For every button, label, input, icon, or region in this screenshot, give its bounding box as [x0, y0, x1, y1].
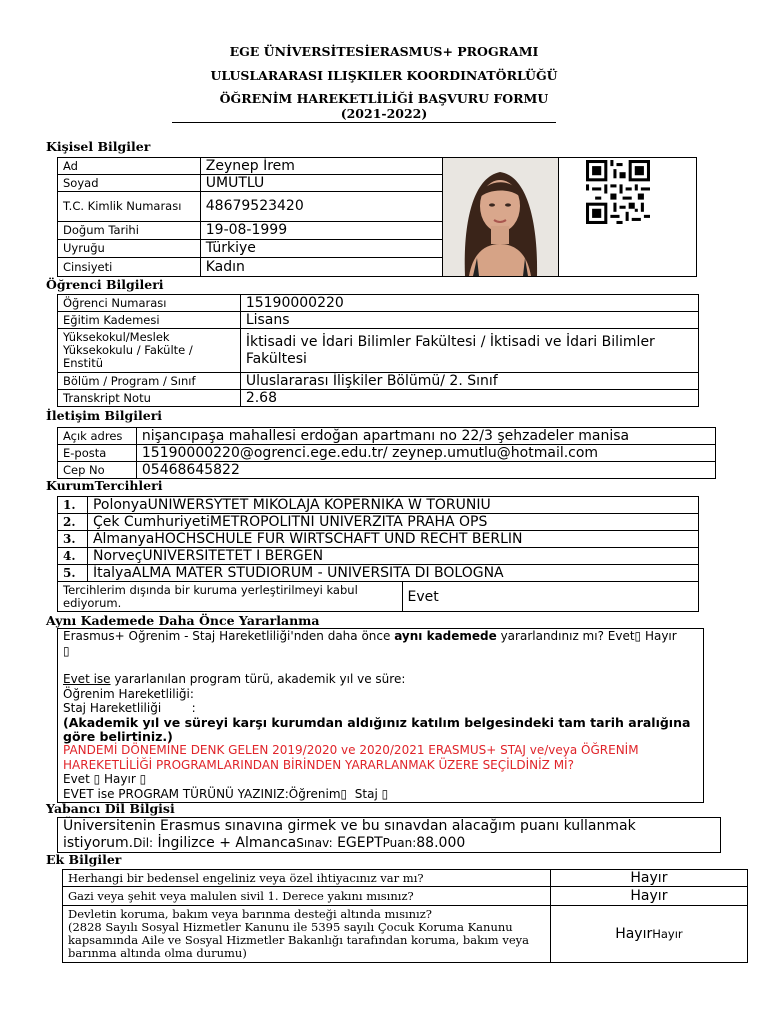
value-cep-no: 05468645822 — [136, 462, 715, 479]
label-egitim-kademesi: Eğitim Kademesi — [58, 312, 241, 329]
checkbox-hayir-icon[interactable]: ▯ — [63, 644, 70, 658]
evet-ise-line: Evet ise yararlanılan program türü, akademik yıl ve süre: — [63, 672, 406, 686]
extra-question-2: Gazi veya şehit veya malulen sivil 1. Derece yakını mısınız? — [63, 887, 551, 906]
language-line-1: Üniversitenin Erasmus sınavına girmek ve bu sınavdan alacağım puanı kullanmak — [63, 818, 636, 834]
value-dogum-tarihi: 19-08-1999 — [200, 221, 442, 239]
label-eposta: E-posta — [58, 445, 137, 462]
student-table — [57, 294, 699, 407]
value-ogrenci-no: 15190000220 — [240, 295, 698, 312]
value-egitim-kademesi: Lisans — [240, 312, 698, 329]
checkbox-evet-icon[interactable]: ▯ — [93, 772, 101, 786]
label-tc-kimlik: T.C. Kimlik Numarası — [58, 192, 201, 221]
pandemic-question-1: PANDEMİ DÖNEMİNE DENK GELEN 2019/2020 ve 2020/2021 ERASMUS+ STAJ ve/veya ÖĞRENİM — [63, 743, 639, 757]
applicant-photo — [443, 158, 559, 277]
label-fakulte: Yüksekokul/Meslek Yüksekokulu / Fakülte / Enstitü — [58, 329, 241, 373]
label-ogrenci-no: Öğrenci Numarası — [58, 295, 241, 312]
checkbox-hayir-icon[interactable]: ▯ — [139, 772, 147, 786]
value-bolum: Uluslararası İlişkiler Bölümü/ 2. Sınıf — [240, 373, 698, 390]
extra-answer-3: HayırHayır — [550, 906, 747, 963]
label-dogum-tarihi: Doğum Tarihi — [58, 221, 201, 239]
ogrenim-hareketliligi-label: Öğrenim Hareketliliği: — [63, 687, 194, 701]
section-language-title: Yabancı Dil Bilgisi — [46, 801, 175, 816]
section-preferences-title: KurumTercihleri — [46, 478, 163, 493]
section-extra-title: Ek Bilgiler — [46, 852, 122, 867]
form-header-line1: EGE ÜNİVERSİTESİERASMUS+ PROGRAMI — [229, 44, 539, 59]
language-line-2: istiyorum.Dil: İngilizce + AlmancaSınav: EGEPTPuan:88.000 — [63, 835, 466, 851]
pref-item-1: PolonyaUNIWERSYTET MIKOLAJA KOPERNIKA W TORUNIU — [87, 497, 698, 514]
checkbox-ogrenim-icon[interactable]: ▯ — [340, 787, 348, 801]
value-ad: Zeynep İrem — [200, 158, 442, 175]
value-uyrugu: Türkiye — [200, 239, 442, 257]
header-underline — [172, 122, 556, 123]
checkbox-staj-icon[interactable]: ▯ — [381, 787, 389, 801]
section-student-title: Öğrenci Bilgileri — [46, 277, 164, 292]
same-level-question: Erasmus+ Oğrenim - Staj Hareketliliği'nden daha önce aynı kademede yararlandınız mı? Evet▯ Hayır — [63, 629, 677, 643]
staj-hareketliligi-label: Staj Hareketliliği : — [63, 701, 196, 715]
program-type-line: EVET ise PROGRAM TÜRÜNÜ YAZINIZ:Öğrenim▯ Staj ▯ — [63, 787, 389, 801]
personal-table — [57, 157, 697, 277]
value-soyad: UMUTLU — [200, 175, 442, 192]
language-box — [57, 817, 721, 853]
exam-value: EGEPT — [332, 835, 383, 851]
extra-question-3: Devletin koruma, bakım veya barınma desteği altında mısınız? (2828 Sayılı Sosyal Hizmetler Kanunu ile 5395 sayılı Çocuk Koruma Kanunu kapsamında Aile ve Sosyal Hizmetler Bakanlığı tarafından koruma, bakım veya barınma altında olma durumu) — [63, 906, 551, 963]
contact-table — [57, 427, 716, 479]
section-personal-title: Kişisel Bilgiler — [46, 139, 151, 154]
label-bolum: Bölüm / Program / Sınıf — [58, 373, 241, 390]
extra-question-1: Herhangi bir bedensel engeliniz veya özel ihtiyacınız var mı? — [63, 870, 551, 887]
label-soyad: Soyad — [58, 175, 201, 192]
label-cep-no: Cep No — [58, 462, 137, 479]
extra-answer-1: Hayır — [550, 870, 747, 887]
same-level-box — [57, 628, 704, 803]
pref-number: 2. — [58, 514, 88, 531]
pref-item-4: NorveçUNIVERSITETET I BERGEN — [87, 548, 698, 565]
label-uyrugu: Uyruğu — [58, 239, 201, 257]
pref-item-5: İtalyaALMA MATER STUDIORUM - UNIVERSITA DI BOLOGNA — [87, 565, 698, 582]
accept-other-value: Evet — [402, 582, 699, 612]
score-value: 88.000 — [416, 835, 466, 851]
label-cinsiyet: Cinsiyeti — [58, 257, 201, 276]
checkbox-evet-icon[interactable]: ▯ — [634, 629, 642, 643]
pandemic-answer: Evet ▯ Hayır ▯ — [63, 772, 147, 786]
extra-answer-2: Hayır — [550, 887, 747, 906]
form-header-year: (2021-2022) — [340, 106, 428, 121]
section-contact-title: İletişim Bilgileri — [46, 408, 163, 423]
label-transkript: Transkript Notu — [58, 390, 241, 407]
preferences-table — [57, 496, 699, 612]
form-header-line2: ULUSLARARASI ILIŞKILER KOORDINATÖRLÜĞÜ — [210, 68, 558, 83]
pref-item-3: AlmanyaHOCHSCHULE FÜR WIRTSCHAFT UND RECHT BERLIN — [87, 531, 698, 548]
section-same-level-title: Aynı Kademede Daha Önce Yararlanma — [46, 613, 320, 628]
extra-table — [62, 869, 748, 963]
qr-code — [586, 160, 650, 224]
value-tc-kimlik: 48679523420 — [200, 192, 442, 221]
pref-item-2: Çek CumhuriyetiMETROPOLITNI UNIVERZITA PRAHA OPS — [87, 514, 698, 531]
value-fakulte: İktisadi ve İdari Bilimler Fakültesi / İktisadi ve İdari Bilimler Fakültesi — [240, 329, 698, 373]
language-value: İngilizce + Almanca — [153, 835, 297, 851]
pandemic-question-2: HAREKETLİLİĞİ PROGRAMLARINDAN BİRİNDEN YARARLANMAK ÜZERE SEÇİLDİNİZ Mİ? — [63, 758, 574, 772]
note-line-2: göre belirtiniz.) — [63, 729, 173, 744]
value-eposta: 15190000220@ogrenci.ege.edu.tr/ zeynep.umutlu@hotmail.com — [136, 445, 715, 462]
label-acik-adres: Açık adres — [58, 428, 137, 445]
form-header-line3: ÖĞRENİM HAREKETLİLİĞİ BAŞVURU FORMU — [219, 91, 549, 106]
accept-other-label: Tercihlerim dışında bir kuruma yerleştirilmeyi kabul ediyorum. — [58, 582, 403, 612]
pref-number: 5. — [58, 565, 88, 582]
pref-number: 1. — [58, 497, 88, 514]
note-line-1: (Akademik yıl ve süreyi karşı kurumdan aldığınız katılım belgesindeki tam tarih aralığına — [63, 715, 691, 730]
pref-number: 4. — [58, 548, 88, 565]
value-transkript: 2.68 — [240, 390, 698, 407]
pref-number: 3. — [58, 531, 88, 548]
qr-code-cell — [559, 158, 697, 277]
label-ad: Ad — [58, 158, 201, 175]
value-acik-adres: nişancıpaşa mahallesi erdoğan apartmanı no 22/3 şehzadeler manisa — [136, 428, 715, 445]
value-cinsiyet: Kadın — [200, 257, 442, 276]
